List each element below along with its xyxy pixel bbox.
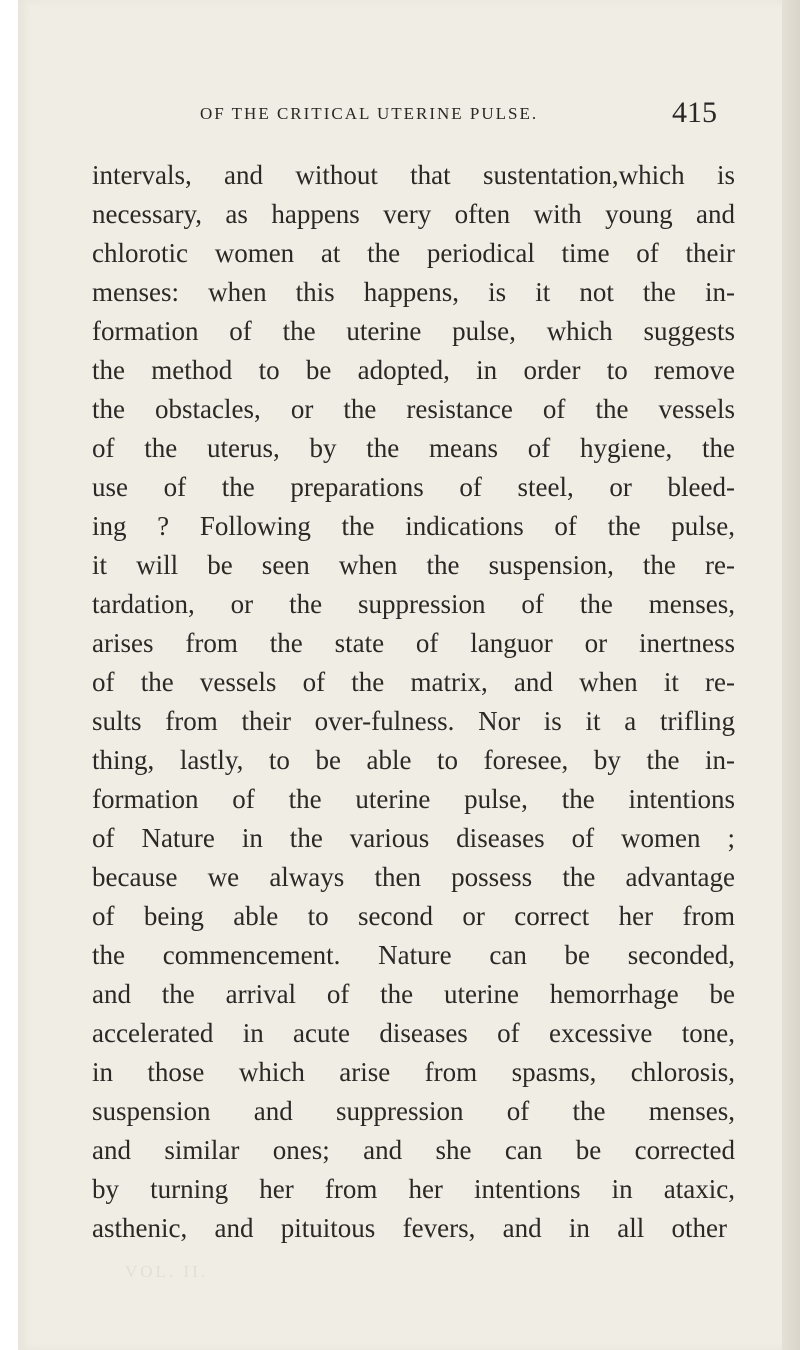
text-line: of the vessels of the matrix, and when it re-	[92, 667, 735, 697]
scan-left-margin	[0, 0, 18, 1350]
text-line: use of the preparations of steel, or bleed-	[92, 472, 735, 502]
text-line: of the uterus, by the means of hygiene, the	[92, 433, 735, 463]
text-line: ing ? Following the indications of the pulse,	[92, 511, 735, 541]
page-number: 415	[672, 96, 717, 129]
text-line: of Nature in the various diseases of women ;	[92, 823, 735, 853]
signature-mark: VOL. II.	[125, 1262, 209, 1281]
text-line: the obstacles, or the resistance of the vessels	[92, 394, 735, 424]
text-line: because we always then possess the advantage	[92, 862, 735, 892]
text-line: and the arrival of the uterine hemorrhage be	[92, 979, 735, 1009]
text-line: formation of the uterine pulse, which suggests	[92, 316, 735, 346]
text-line: chlorotic women at the periodical time of their	[92, 238, 735, 268]
text-line: it will be seen when the suspension, the re-	[92, 550, 735, 580]
running-title: OF THE CRITICAL UTERINE PULSE.	[200, 104, 539, 123]
text-line: the commencement. Nature can be seconded,	[92, 940, 735, 970]
text-line: menses: when this happens, is it not the in-	[92, 277, 735, 307]
text-line: suspension and suppression of the menses,	[92, 1096, 735, 1126]
text-line: tardation, or the suppression of the menses,	[92, 589, 735, 619]
body-text	[92, 156, 735, 1248]
text-line: formation of the uterine pulse, the intentions	[92, 784, 735, 814]
text-line: intervals, and without that sustentation,which is	[92, 160, 735, 190]
page-edge	[782, 0, 800, 1350]
text-line: by turning her from her intentions in ataxic,	[92, 1174, 735, 1204]
text-line: arises from the state of languor or inertness	[92, 628, 735, 658]
text-line: asthenic, and pituitous fevers, and in all other	[92, 1213, 727, 1243]
text-line: necessary, as happens very often with young and	[92, 199, 735, 229]
text-line: the method to be adopted, in order to remove	[92, 355, 735, 385]
text-line: in those which arise from spasms, chlorosis,	[92, 1057, 735, 1087]
text-line: of being able to second or correct her from	[92, 901, 735, 931]
text-line: thing, lastly, to be able to foresee, by the in-	[92, 745, 735, 775]
running-head	[200, 96, 740, 129]
text-line: sults from their over-fulness. Nor is it a trifling	[92, 706, 735, 736]
text-line: accelerated in acute diseases of excessive tone,	[92, 1018, 735, 1048]
text-line: and similar ones; and she can be corrected	[92, 1135, 735, 1165]
